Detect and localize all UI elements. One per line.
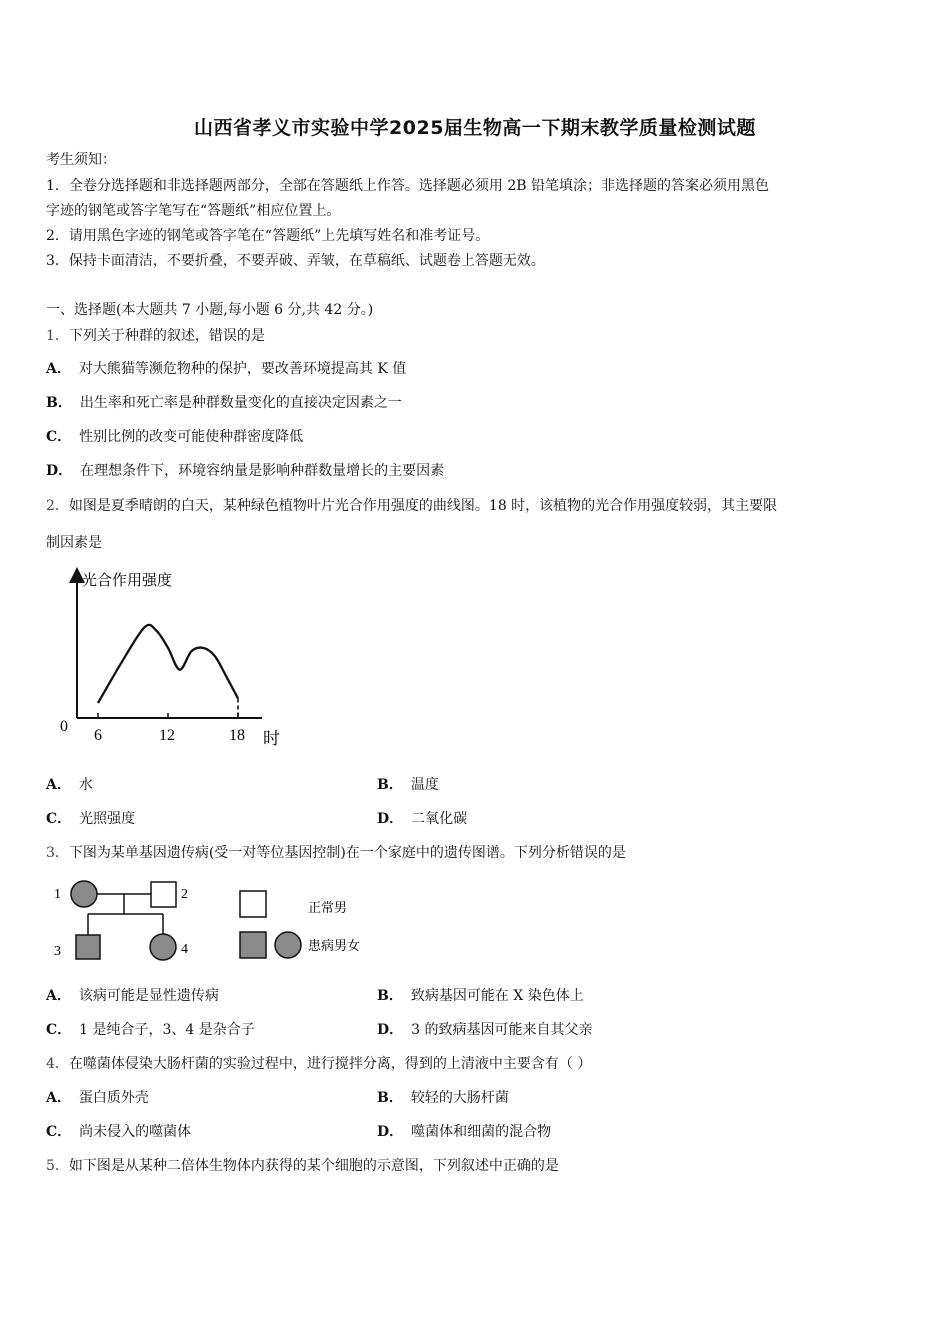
legend-normal-male-symbol <box>240 891 266 917</box>
option-text: 性别比例的改变可能使种群密度降低 <box>79 429 304 445</box>
q4-option-a[interactable] <box>46 1088 149 1108</box>
individual-3-affected-male <box>76 935 100 959</box>
q4-option-c[interactable] <box>46 1122 191 1142</box>
notice-item-1-cont: 字迹的钢笔或答字笔写在“答题纸”相应位置上。 <box>46 203 341 219</box>
individual-3-label: 3 <box>54 944 61 959</box>
option-text: 较轻的大肠杆菌 <box>410 1090 509 1106</box>
q2-option-a[interactable] <box>46 775 93 795</box>
notice-item-1: 1．全卷分选择题和非选择题两部分，全部在答题纸上作答。选择题必须用 2B 铅笔填涂；非选择题的答案必须用黑色 <box>46 178 769 194</box>
question-text: 下图为某单基因遗传病(受一对等位基因控制)在一个家庭中的遗传图谱。下列分析错误的是 <box>68 845 626 861</box>
q3-option-b[interactable] <box>377 986 584 1006</box>
question-number: 5． <box>46 1158 69 1174</box>
legend-affected-female-symbol <box>275 932 301 958</box>
option-label: A． <box>46 777 71 793</box>
question-3-stem <box>46 843 626 863</box>
option-label: D． <box>377 811 404 827</box>
y-axis-label: 光合作用强度 <box>82 573 173 589</box>
x-tick-label-18: 18 <box>229 727 245 744</box>
option-label: D． <box>46 463 73 479</box>
option-text: 温度 <box>410 777 439 793</box>
option-text: 光照强度 <box>79 811 136 827</box>
question-1-stem <box>46 326 265 346</box>
q3-option-d[interactable] <box>377 1020 593 1040</box>
question-text: 在噬菌体侵染大肠杆菌的实验过程中，进行搅拌分离，得到的上清液中主要含有（ ） <box>68 1056 592 1072</box>
q1-option-a[interactable] <box>46 359 406 379</box>
question-text: 如图是夏季晴朗的白天，某种绿色植物叶片光合作用强度的曲线图。18 时，该植物的光合作用强度较弱，其主要限 <box>68 498 778 514</box>
notice-item-3: 3．保持卡面清洁，不要折叠，不要弄破、弄皱，在草稿纸、试题卷上答题无效。 <box>46 253 545 269</box>
option-label: B． <box>46 395 72 411</box>
individual-2-normal-male <box>151 882 176 907</box>
option-label: C． <box>46 429 72 445</box>
q1-option-c[interactable] <box>46 427 303 447</box>
x-tick-label-12: 12 <box>159 727 175 744</box>
q2-option-b[interactable] <box>377 775 439 795</box>
option-text: 出生率和死亡率是种群数量变化的直接决定因素之一 <box>79 395 402 411</box>
option-label: A． <box>46 1090 71 1106</box>
option-label: C． <box>46 1124 72 1140</box>
option-text: 3 的致病基因可能来自其父亲 <box>411 1022 593 1038</box>
legend-normal-label: 正常男 <box>308 900 348 915</box>
photosynthesis-chart <box>50 563 300 753</box>
individual-1-affected-female <box>71 881 97 907</box>
option-text: 噬菌体和细菌的混合物 <box>411 1124 552 1140</box>
q1-option-b[interactable] <box>46 393 402 413</box>
option-label: B． <box>377 988 403 1004</box>
x-tick-label-6: 6 <box>94 727 102 744</box>
x-axis-label: 时 <box>263 729 280 748</box>
individual-4-affected-female <box>150 934 176 960</box>
section-heading: 一、选择题(本大题共 7 小题,每小题 6 分,共 42 分。) <box>46 302 374 318</box>
q4-option-d[interactable] <box>377 1122 551 1142</box>
option-label: D． <box>377 1022 404 1038</box>
option-text: 尚未侵入的噬菌体 <box>79 1124 192 1140</box>
question-4-stem <box>46 1054 591 1074</box>
option-label: A． <box>46 361 71 377</box>
q4-option-b[interactable] <box>377 1088 509 1108</box>
individual-2-label: 2 <box>181 887 188 902</box>
individual-4-label: 4 <box>181 942 188 957</box>
question-text: 下列关于种群的叙述，错误的是 <box>68 328 265 344</box>
option-label: A． <box>46 988 71 1004</box>
notice-heading: 考生须知： <box>46 152 116 168</box>
option-label: C． <box>46 1022 72 1038</box>
option-text: 该病可能是显性遗传病 <box>78 988 219 1004</box>
question-2-stem <box>46 496 777 516</box>
option-label: D． <box>377 1124 404 1140</box>
option-text: 在理想条件下，环境容纳量是影响种群数量增长的主要因素 <box>80 463 445 479</box>
option-text: 1 是纯合子，3、4 是杂合子 <box>79 1022 255 1038</box>
question-number: 3． <box>46 845 69 861</box>
option-text: 对大熊猫等濒危物种的保护，要改善环境提高其 K 值 <box>78 361 407 377</box>
q3-option-a[interactable] <box>46 986 219 1006</box>
option-text: 水 <box>78 777 93 793</box>
question-number: 2． <box>46 498 69 514</box>
option-label: B． <box>377 1090 403 1106</box>
option-label: B． <box>377 777 403 793</box>
question-2-stem-cont: 制因素是 <box>46 535 102 551</box>
question-text: 如下图是从某种二倍体生物体内获得的某个细胞的示意图，下列叙述中正确的是 <box>68 1158 559 1174</box>
q2-option-d[interactable] <box>377 809 467 829</box>
pedigree-chart <box>50 874 390 974</box>
individual-1-label: 1 <box>54 887 61 902</box>
notice-item-2: 2．请用黑色字迹的钢笔或答字笔在“答题纸”上先填写姓名和准考证号。 <box>46 228 490 244</box>
series-line <box>98 625 238 703</box>
option-label: C． <box>46 811 72 827</box>
option-text: 致病基因可能在 X 染色体上 <box>410 988 584 1004</box>
q2-option-c[interactable] <box>46 809 135 829</box>
q1-option-d[interactable] <box>46 461 444 481</box>
q3-option-c[interactable] <box>46 1020 255 1040</box>
question-5-stem <box>46 1156 559 1176</box>
option-text: 二氧化碳 <box>411 811 468 827</box>
origin-label: 0 <box>60 718 68 735</box>
question-number: 1． <box>46 328 69 344</box>
option-text: 蛋白质外壳 <box>78 1090 149 1106</box>
legend-affected-label: 患病男女 <box>308 938 361 953</box>
question-number: 4． <box>46 1056 69 1072</box>
legend-affected-male-symbol <box>240 932 266 958</box>
page-title: 山西省孝义市实验中学2025届生物高一下期末教学质量检测试题 <box>194 117 756 139</box>
